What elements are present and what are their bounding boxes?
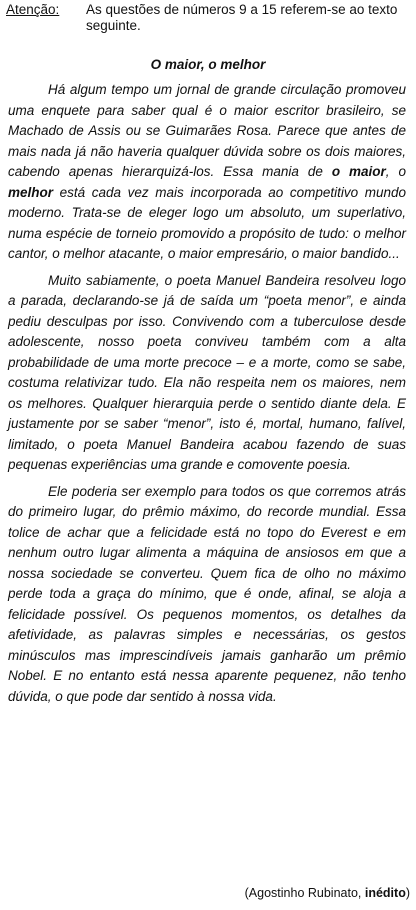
p1-part2: , o: [385, 164, 406, 179]
article-title: O maior, o melhor: [150, 57, 266, 72]
notice-text: As questões de números 9 a 15 referem-se ao texto seguinte.: [86, 2, 398, 33]
p1-part1: Há algum tempo um jornal de grande circulação promoveu uma enquete para saber qual é o maior escritor brasileiro, se Machado de Assis ou se Guimarães Rosa. Parece que antes de mais nada já não haveria qualquer dúvida sobre os dois maiores, cabendo apenas hierarquizá-los. Essa mania de: [8, 82, 406, 179]
p1-bold-melhor: melhor: [8, 184, 54, 200]
p1-part3: está cada vez mais incorporada ao competitivo mundo moderno. Trata-se de eleger logo um absoluto, um superlativo, numa espécie de torneio promovido a propósito de tudo: o melhor cantor, o melhor atacante, o maior empresário, o maior bandido...: [8, 184, 406, 261]
credit-note: inédito: [364, 886, 406, 900]
p1-bold-maior: o maior: [331, 164, 386, 179]
notice-label: Atenção:: [6, 2, 60, 17]
source-credit: [245, 886, 410, 900]
credit-author: (Agostinho Rubinato,: [244, 886, 365, 900]
paragraph-1: [8, 80, 406, 265]
credit-close: ): [405, 886, 410, 900]
paragraph-3: Ele poderia ser exemplo para todos os que corremos atrás do primeiro lugar, do prêmio máximo, do recorde mundial. Essa tolice de achar que a felicidade está no topo do Everest e em nenhum outro lugar alimenta a máquina de ansiosos em que a nossa sociedade se converteu. Quem fica de olho no máximo perde toda a graça do mínimo, que é onde, afinal, se aloja a felicidade possível. Os pequenos momentos, os detalhes da afetividade, as palavras simples e necessárias, os gestos minúsculos mas imprescindíveis jamais ganharão um prêmio Nobel. E no entanto está nessa aparente pequenez, não tenho dúvida, o que pode dar sentido à nossa vida.: [8, 483, 406, 704]
article-body: [8, 80, 406, 713]
paragraph-2: Muito sabiamente, o poeta Manuel Bandeira resolveu logo a parada, declarando-se já de saída um “poeta menor”, e ainda pediu desculpas por isso. Convivendo com a tuberculose desde adolescente, nosso poeta conviveu também com a alta probabilidade de uma morte precoce – e a morte, como se sabe, costuma relativizar tudo. Ela não respeita nem os maiores, nem os melhores. Qualquer hierarquia perde o sentido diante dela. E justamente por se saber “menor”, isto é, mortal, humano, falível, limitado, o poeta Manuel Bandeira acabou fazendo de suas pequenas experiências uma grande e comovente poesia.: [8, 272, 406, 472]
